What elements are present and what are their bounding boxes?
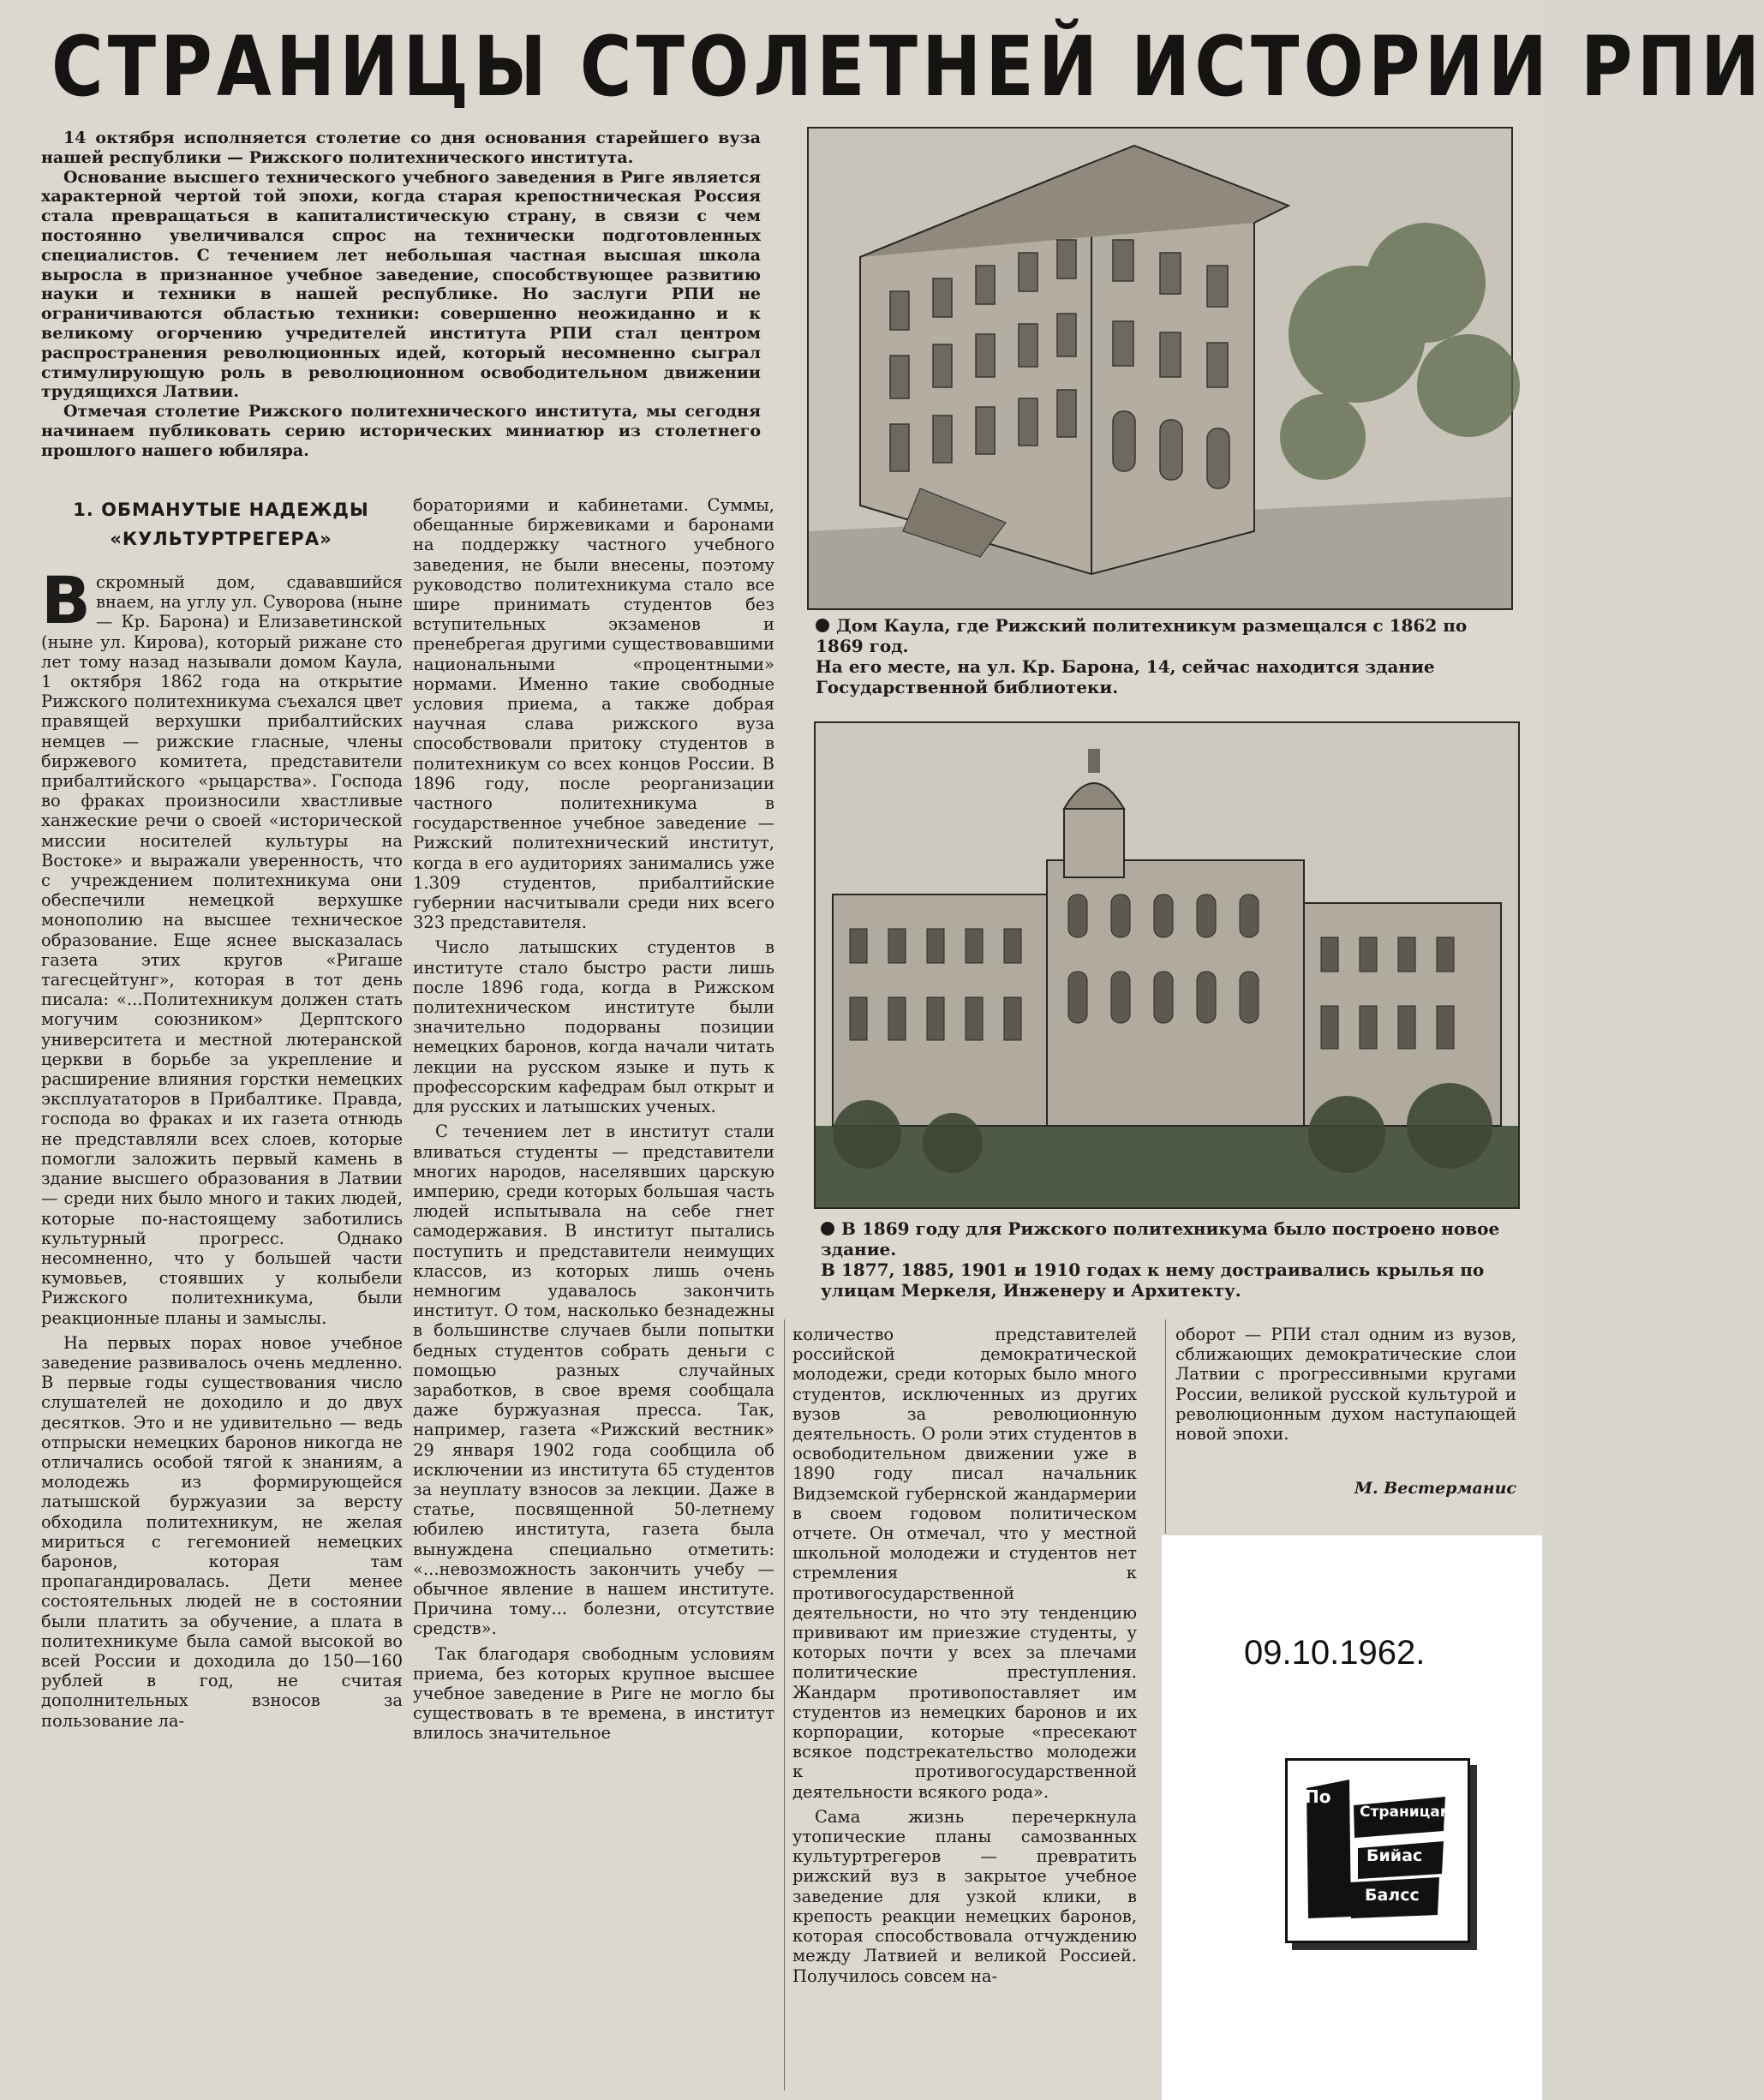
caption-line: В 1877, 1885, 1901 и 1910 годах к нему достраивались крылья по улицам Меркеля, Инженеру и Архитекту. bbox=[821, 1259, 1485, 1301]
column-divider bbox=[784, 1319, 785, 2091]
article-paragraph: бораториями и кабинетами. Суммы, обещанные биржевиками и баронами на поддержку частного учебного заведения, не были внесены, поэтому руководство политехникума стало все шире принимать студентов без вступительных экзаменов и пренебрегая другими существовавшими национальными «процентными» нормами. Именно такие свободные условия приема, а также добрая научная слава рижского вуза способствовали притоку студентов в политехникум со всех концов России. В 1896 году, после реорганизации частного политехникума в государственное учебное заведение — Рижский политехнический институт, когда в его аудиториях занимались уже 1.309 студентов, прибалтийские губернии насчитывали среди них всего 323 представителя. bbox=[413, 495, 774, 933]
article-paragraph-text: скромный дом, сдававшийся внаем, на углу ул. Суворова (ныне — Кр. Барона) и Елизаветинской (ныне ул. Кирова), который рижане сто лет тому назад называли домом Каула, 1 октября 1862 года на открытие Рижского политехникума съехался цвет правящей верхушки прибалтийских немцев — рижские гласные, члены биржевого комитета, представители прибалтийского «рыцарства». Господа во фраках произносили хвастливые ханжеские речи о своей «исторической миссии носителей культуры на Востоке» и выражали уверенность, что с учреждением политехникума они обеспечили немецкой верхушке монополию на высшее техническое образование. Еще яснее высказалась газета этих кругов «Ригаше тагесцейтунг», которая в тот день писала: «...Политехникум должен стать могучим союзником» Дерптского университета и местной лютеранской церкви в борьбе за укрепление и расширение влияния горстки немецких эксплуататоров в Прибалтике. Правда, господа во фраках и их газета отнюдь не представляли всех слоев, которые помогли заложить первый камень в здание высшего образования в Латвии — среди них было много и таких людей, которые по-настоящему заботились культурный прогресс. Однако несомненно, что у большей части кумовьев, стоявших у колыбели Рижского политехникума, были реакционные планы и замыслы. bbox=[41, 572, 403, 1328]
lead-paragraphs bbox=[41, 129, 761, 461]
logo-text: По bbox=[1305, 1786, 1331, 1807]
polytechnic-building-illustration bbox=[816, 723, 1518, 1207]
bullet-icon bbox=[816, 619, 829, 632]
article-column-3 bbox=[792, 1325, 1137, 1991]
archive-logo bbox=[1285, 1758, 1470, 1943]
article-paragraph: Число латышских студентов в институте стало быстро расти лишь после 1896 года, когда в Рижском политехническом институте были значительно подорваны позиции немецких баронов, когда начали читать лекции на русском языке и путь к профессорским кафедрам был открыт и для русских и латышских ученых. bbox=[413, 937, 774, 1117]
lead-paragraph: Отмечая столетие Рижского политехнического института, мы сегодня начинаем публиковать серию исторических миниатюр из столетнего прошлого нашего юбиляра. bbox=[41, 402, 761, 460]
drop-cap: В bbox=[41, 562, 91, 638]
caption-text: В 1869 году для Рижского политехникума было построено новое здание. bbox=[821, 1218, 1500, 1259]
article-paragraph: Сама жизнь перечеркнула утопические планы самозванных культуртрегеров — превратить рижский вуз в закрытое учебное заведение для узкой клики, в крепость реакции немецких баронов, которая способствовала отчуждению между Латвией и великой Россией. Получилось совсем на- bbox=[792, 1806, 1137, 1986]
logo-text: Балсс bbox=[1365, 1886, 1420, 1905]
kaul-house-illustration bbox=[809, 129, 1511, 608]
article-paragraph: С течением лет в институт стали вливаться студенты — представители многих народов, населявших царскую империю, среди которых большая часть людей испытывала на себе гнет самодержавия. В институт пытались поступить и представители неимущих классов, из которых лишь очень немногим удавалось закончить институт. О том, насколько безнадежны в большинстве случаев были попытки бедных студентов собрать деньги с помощью разных случайных заработков, в свое время сообщала даже буржуазная пресса. Так, например, газета «Рижский вестник» 29 января 1902 года сообщила об исключении из института 65 студентов за неуплату взносов за лекции. Даже в статье, посвященной 50-летнему юбилею института, газета была вынуждена специально отметить: «...невозможность закончить учебу — обычное явление в нашем институте. Причина тому... болезни, отсутствие средств». bbox=[413, 1122, 774, 1639]
bullet-icon bbox=[821, 1222, 834, 1235]
article-column-4 bbox=[1175, 1325, 1516, 1449]
article-column-1 bbox=[41, 562, 403, 1736]
date-stamp: 09.10.1962. bbox=[1244, 1634, 1426, 1672]
article-paragraph: количество представителей российской демократической молодежи, среди которых было много студентов, исключенных из других вузов за революционную деятельность. О роли этих студентов в освободительном движении уже в 1890 году писал начальник Видземской губернской жандармерии в своем годовом политическом отчете. Он отмечал, что у местной школьной молодежи и студентов нет стремления к противогосударственной деятельности, но что эту тенденцию прививают им приезжие студенты, у которых почти у всех за плечами политические преступления. Жандарм противопоставляет им студентов из немецких баронов и их корпорации, которые «пресекают всякое подстрекательство молодежи к противогосударственной деятельности всякого рода». bbox=[792, 1325, 1137, 1802]
photo-caption-1 bbox=[816, 615, 1518, 697]
column-divider bbox=[1165, 1319, 1166, 1534]
photo-kaul-house bbox=[807, 127, 1513, 610]
article-paragraph: Так благодаря свободным условиям приема, без которых крупное высшее учебное заведение в Риге не могло бы существовать в те времена, в институт влилось значительное bbox=[413, 1643, 774, 1744]
caption-line: На его месте, на ул. Кр. Барона, 14, сейчас находится здание Государственной библиотеки. bbox=[816, 656, 1435, 697]
article-column-2 bbox=[413, 495, 774, 1749]
logo-text: Бийас bbox=[1366, 1846, 1423, 1865]
article-paragraph: оборот — РПИ стал одним из вузов, сближающих демократические слои Латвии с прогрессивными кругами России, великой русской культурой и революционным духом наступающей новой эпохи. bbox=[1175, 1325, 1516, 1445]
caption-text: Дом Каула, где Рижский политехникум размещался с 1862 по 1869 год. bbox=[816, 615, 1468, 656]
section-title-line: «КУЛЬТУРТРЕГЕРА» bbox=[110, 529, 332, 549]
section-title-line: 1. ОБМАНУТЫЕ НАДЕЖДЫ bbox=[73, 500, 369, 520]
article-paragraph: На первых порах новое учебное заведение развивалось очень медленно. В первые годы существования число слушателей не доходило и до двух десятков. Это и не удивительно — ведь отпрыски немецких баронов никогда не отличались особой тягой к знаниям, а молодежь из формирующейся латышской буржуазии за версту обходила политехникум, не желая мириться с гегемонией немецких баронов, которая там пропагандировалась. Дети менее состоятельных людей не в состоянии были платить за обучение, а плата в политехникуме была самой высокой во всей России и доходила до 150—160 рублей в год, не считая дополнительных взносов за пользование ла- bbox=[41, 1332, 403, 1731]
lead-paragraph: 14 октября исполняется столетие со дня основания старейшего вуза нашей республики — Рижского политехнического института. bbox=[41, 129, 761, 167]
photo-polytechnic-building bbox=[814, 721, 1520, 1209]
caption-line bbox=[816, 615, 1518, 656]
page-headline: СТРАНИЦЫ СТОЛЕТНЕЙ ИСТОРИИ РПИ bbox=[51, 19, 1764, 115]
article-paragraph bbox=[41, 562, 403, 1328]
author-signature: М. Вестерманис bbox=[1354, 1479, 1516, 1498]
caption-line bbox=[821, 1218, 1523, 1259]
section-title bbox=[41, 495, 401, 553]
photo-caption-2 bbox=[821, 1218, 1523, 1301]
logo-text: Страницам bbox=[1360, 1804, 1452, 1821]
lead-paragraph: Основание высшего технического учебного заведения в Риге является характерной чертой той эпохи, когда старая крепостническая Россия стала превращаться в капиталистическую страну, в связи с чем постоянно увеличивался спрос на технически подготовленных специалистов. С течением лет небольшая частная высшая школа выросла в признанное учебное заведение, способствующее развитию науки и техники в нашей республике. Но заслуги РПИ не ограничиваются областью техники: совершенно неожиданно и к великому огорчению учредителей института РПИ стал центром распространения революционных идей, который несомненно сыграл стимулирующую роль в революционном освободительном движении трудящихся Латвии. bbox=[41, 167, 761, 402]
